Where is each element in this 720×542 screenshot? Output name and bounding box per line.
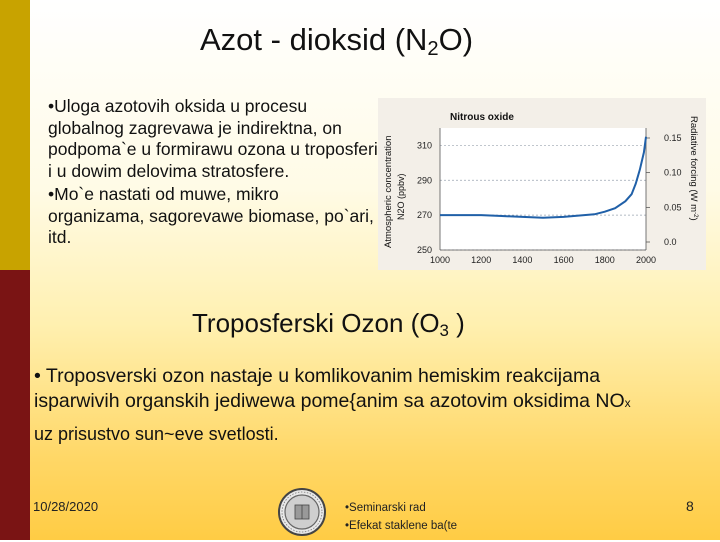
intro-bullets [48,96,378,251]
y-axis-unit-label: N2O (ppbv) [396,173,406,220]
y-tick-label: 270 [416,210,432,221]
footer-notes [345,499,457,535]
ozone-paragraph [34,364,714,447]
section-subtitle: Troposferski Ozon ($O_3$ ) [192,308,465,341]
footer-note: •Seminarski rad [345,502,426,514]
footer-note: •Efekat staklene ba(te [345,520,458,532]
y-axis-label: Atmospheric concentration [383,135,394,248]
y2-tick-label: 0.10 [664,167,682,178]
footer-date: 10/28/2020 [33,499,99,514]
x-tick-label: 1600 [553,255,574,265]
paragraph-line: • Troposverski ozon nastaje u komlikovanim hemiskim reakcijama [34,365,601,387]
university-seal-logo [275,487,329,537]
x-tick-label: 1200 [471,255,492,265]
y-tick-label: 310 [416,140,432,151]
paragraph-line: isparwivih organskih jediwewa pome{anim sa azotovim oksidima NO [34,390,625,412]
x-tick-label: 1400 [512,255,533,265]
x-tick-label: 2000 [635,255,657,265]
y2-tick-label: 0.0 [664,237,677,247]
nitrous-oxide-chart [378,98,706,270]
chart-title: Nitrous oxide [450,112,514,123]
y-tick-label: 250 [416,245,432,255]
page-number: 8 [686,498,694,514]
bullet-item: •Mo`e nastati od muwe, mikro organizama, sagorevawe biomase, po`ari, itd. [48,184,374,247]
nox-subscript: x [624,396,631,410]
sidebar-top-accent [0,0,30,270]
sidebar-bottom-accent [0,270,30,540]
x-tick-label: 1000 [429,255,451,265]
y2-tick-label: 0.15 [664,133,682,143]
plot-area [440,128,646,250]
x-tick-label: 1800 [594,255,615,265]
y-tick-label: 290 [416,175,432,186]
bullet-item: •Uloga azotovih oksida u procesu globalnog zagrevawa je indirektna, on podpoma`e u formirawu ozona u troposferi i u dowim delovima stratosfere. [48,96,378,181]
y2-axis-label: Radiative forcing (W $m^{-2}$) [688,116,699,221]
chart-svg [378,98,706,270]
paragraph-line: uz prisustvo sun~eve svetlosti. [34,424,279,444]
y2-tick-label: 0.05 [664,202,682,213]
slide-title: Azot - dioksid $(N_2O)$ [200,22,474,61]
